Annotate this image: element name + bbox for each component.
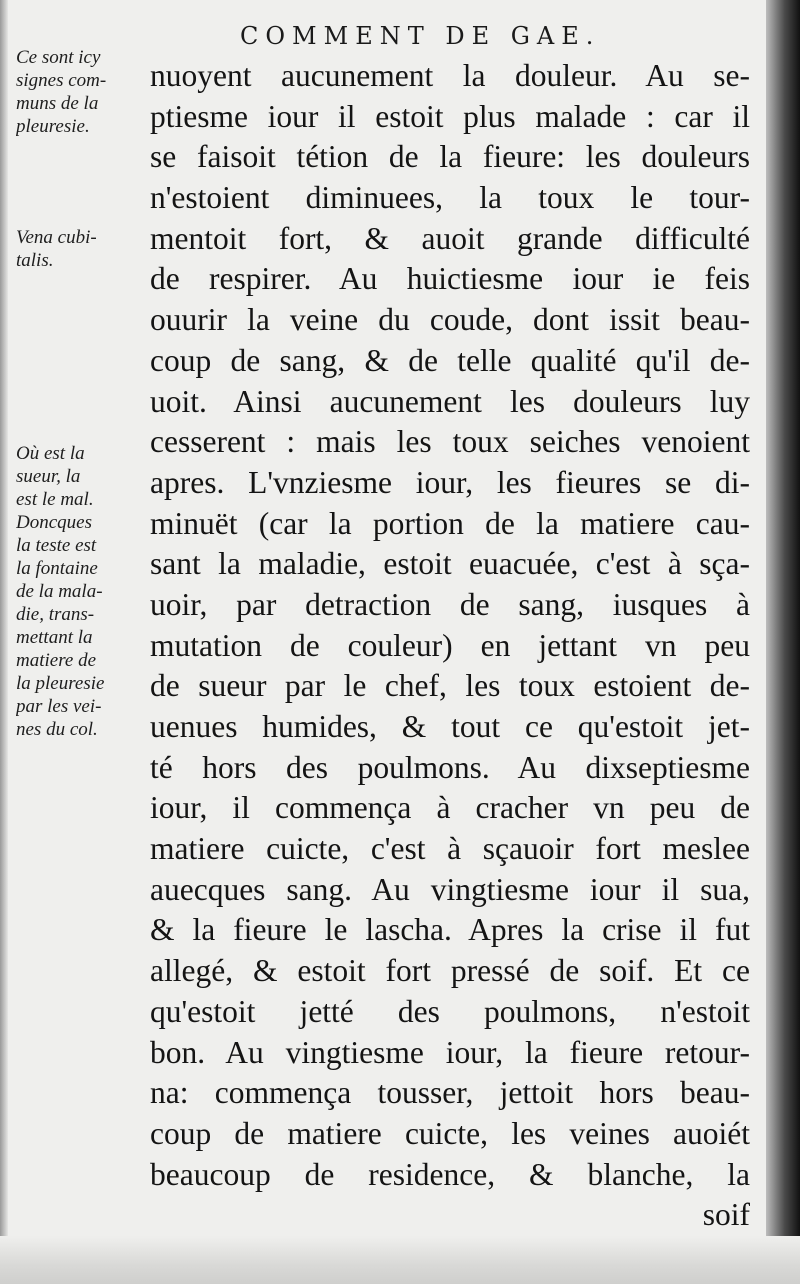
text-line: allegé, & estoit fort pressé de soif. Et ce [150,953,750,989]
text-line: de respirer. Au huictiesme iour ie feis [150,261,750,297]
text-line: na: commença tousser, jettoit hors beau- [150,1075,750,1111]
margin-note-line: la teste est [16,535,97,556]
margin-note-line: mettant la [16,627,93,648]
text-line-catchword: soif [702,1197,750,1233]
margin-note-line: die, trans- [16,604,95,625]
margin-note-vena [16,226,154,272]
body-text [150,56,750,1236]
text-line: apres. L'vnziesme iour, les fieures se di- [150,464,750,500]
text-line: coup de matiere cuicte, les veines auoiét [150,1115,750,1151]
margin-note-line: Ce sont icy [16,47,101,68]
margin-note-signes [16,46,154,138]
margin-note-line: la fontaine [16,558,98,579]
text-line: ptiesme iour il estoit plus malade : car il [150,98,750,134]
text-line: & la fieure le lascha. Apres la crise il fut [150,912,750,948]
text-line: bon. Au vingtiesme iour, la fieure retour- [150,1034,750,1070]
margin-note-line: signes com- [16,70,107,91]
text-line: mentoit fort, & auoit grande difficulté [150,220,750,256]
page-left-edge [0,0,8,1284]
text-line: n'estoient diminuees, la toux le tour- [150,180,750,216]
text-line: matiere cuicte, c'est à sçauoir fort meslee [150,831,750,867]
margin-note-line: talis. [16,250,54,271]
text-line: ouurir la veine du coude, dont issit beau- [150,302,750,338]
text-line: beaucoup de residence, & blanche, la [150,1156,750,1192]
text-line: se faisoit tétion de la fieure: les douleurs [150,139,750,175]
text-line: sant la maladie, estoit euacuée, c'est à sça- [150,546,750,582]
text-line: coup de sang, & de telle qualité qu'il de- [150,342,750,378]
margin-note-line: par les vei- [16,696,102,717]
text-line: uenues humides, & tout ce qu'estoit jet- [150,709,750,744]
text-line: nuoyent aucunement la douleur. Au se- [150,58,750,93]
margin-note-line: de la mala- [16,581,103,602]
text-line: mutation de couleur) en jettant vn peu [150,627,750,663]
text-line: uoir, par detraction de sang, iusques à [150,586,750,622]
margin-note-line: Vena cubi- [16,227,97,248]
text-line: cesserent : mais les toux seiches venoient [150,424,750,460]
margin-note-line: muns de la [16,93,99,114]
page-right-edge [766,0,800,1284]
margin-note-line: nes du col. [16,719,98,740]
margin-note-line: est le mal. [16,489,94,510]
margin-note-line: la pleuresie [16,673,105,694]
margin-note-line: Doncques [16,512,92,533]
margin-note-line: matiere de [16,650,97,671]
text-line: de sueur par le chef, les toux estoient de- [150,668,750,704]
page-bottom-edge [0,1236,800,1284]
text-line: té hors des poulmons. Au dixseptiesme [150,749,750,785]
margin-note-line: sueur, la [16,466,81,487]
running-header: COMMENT DE GAE. [240,22,601,50]
margin-note-line: pleuresie. [16,116,90,137]
text-line: uoit. Ainsi aucunement les douleurs luy [150,383,750,419]
margin-note-line: Où est la [16,443,85,464]
text-line: minuët (car la portion de la matiere cau- [150,505,750,541]
text-line: auecques sang. Au vingtiesme iour il sua, [150,871,750,907]
text-line: iour, il commença à cracher vn peu de [150,790,750,826]
margin-note-sueur [16,442,154,741]
text-line: qu'estoit jetté des poulmons, n'estoit [150,993,750,1029]
